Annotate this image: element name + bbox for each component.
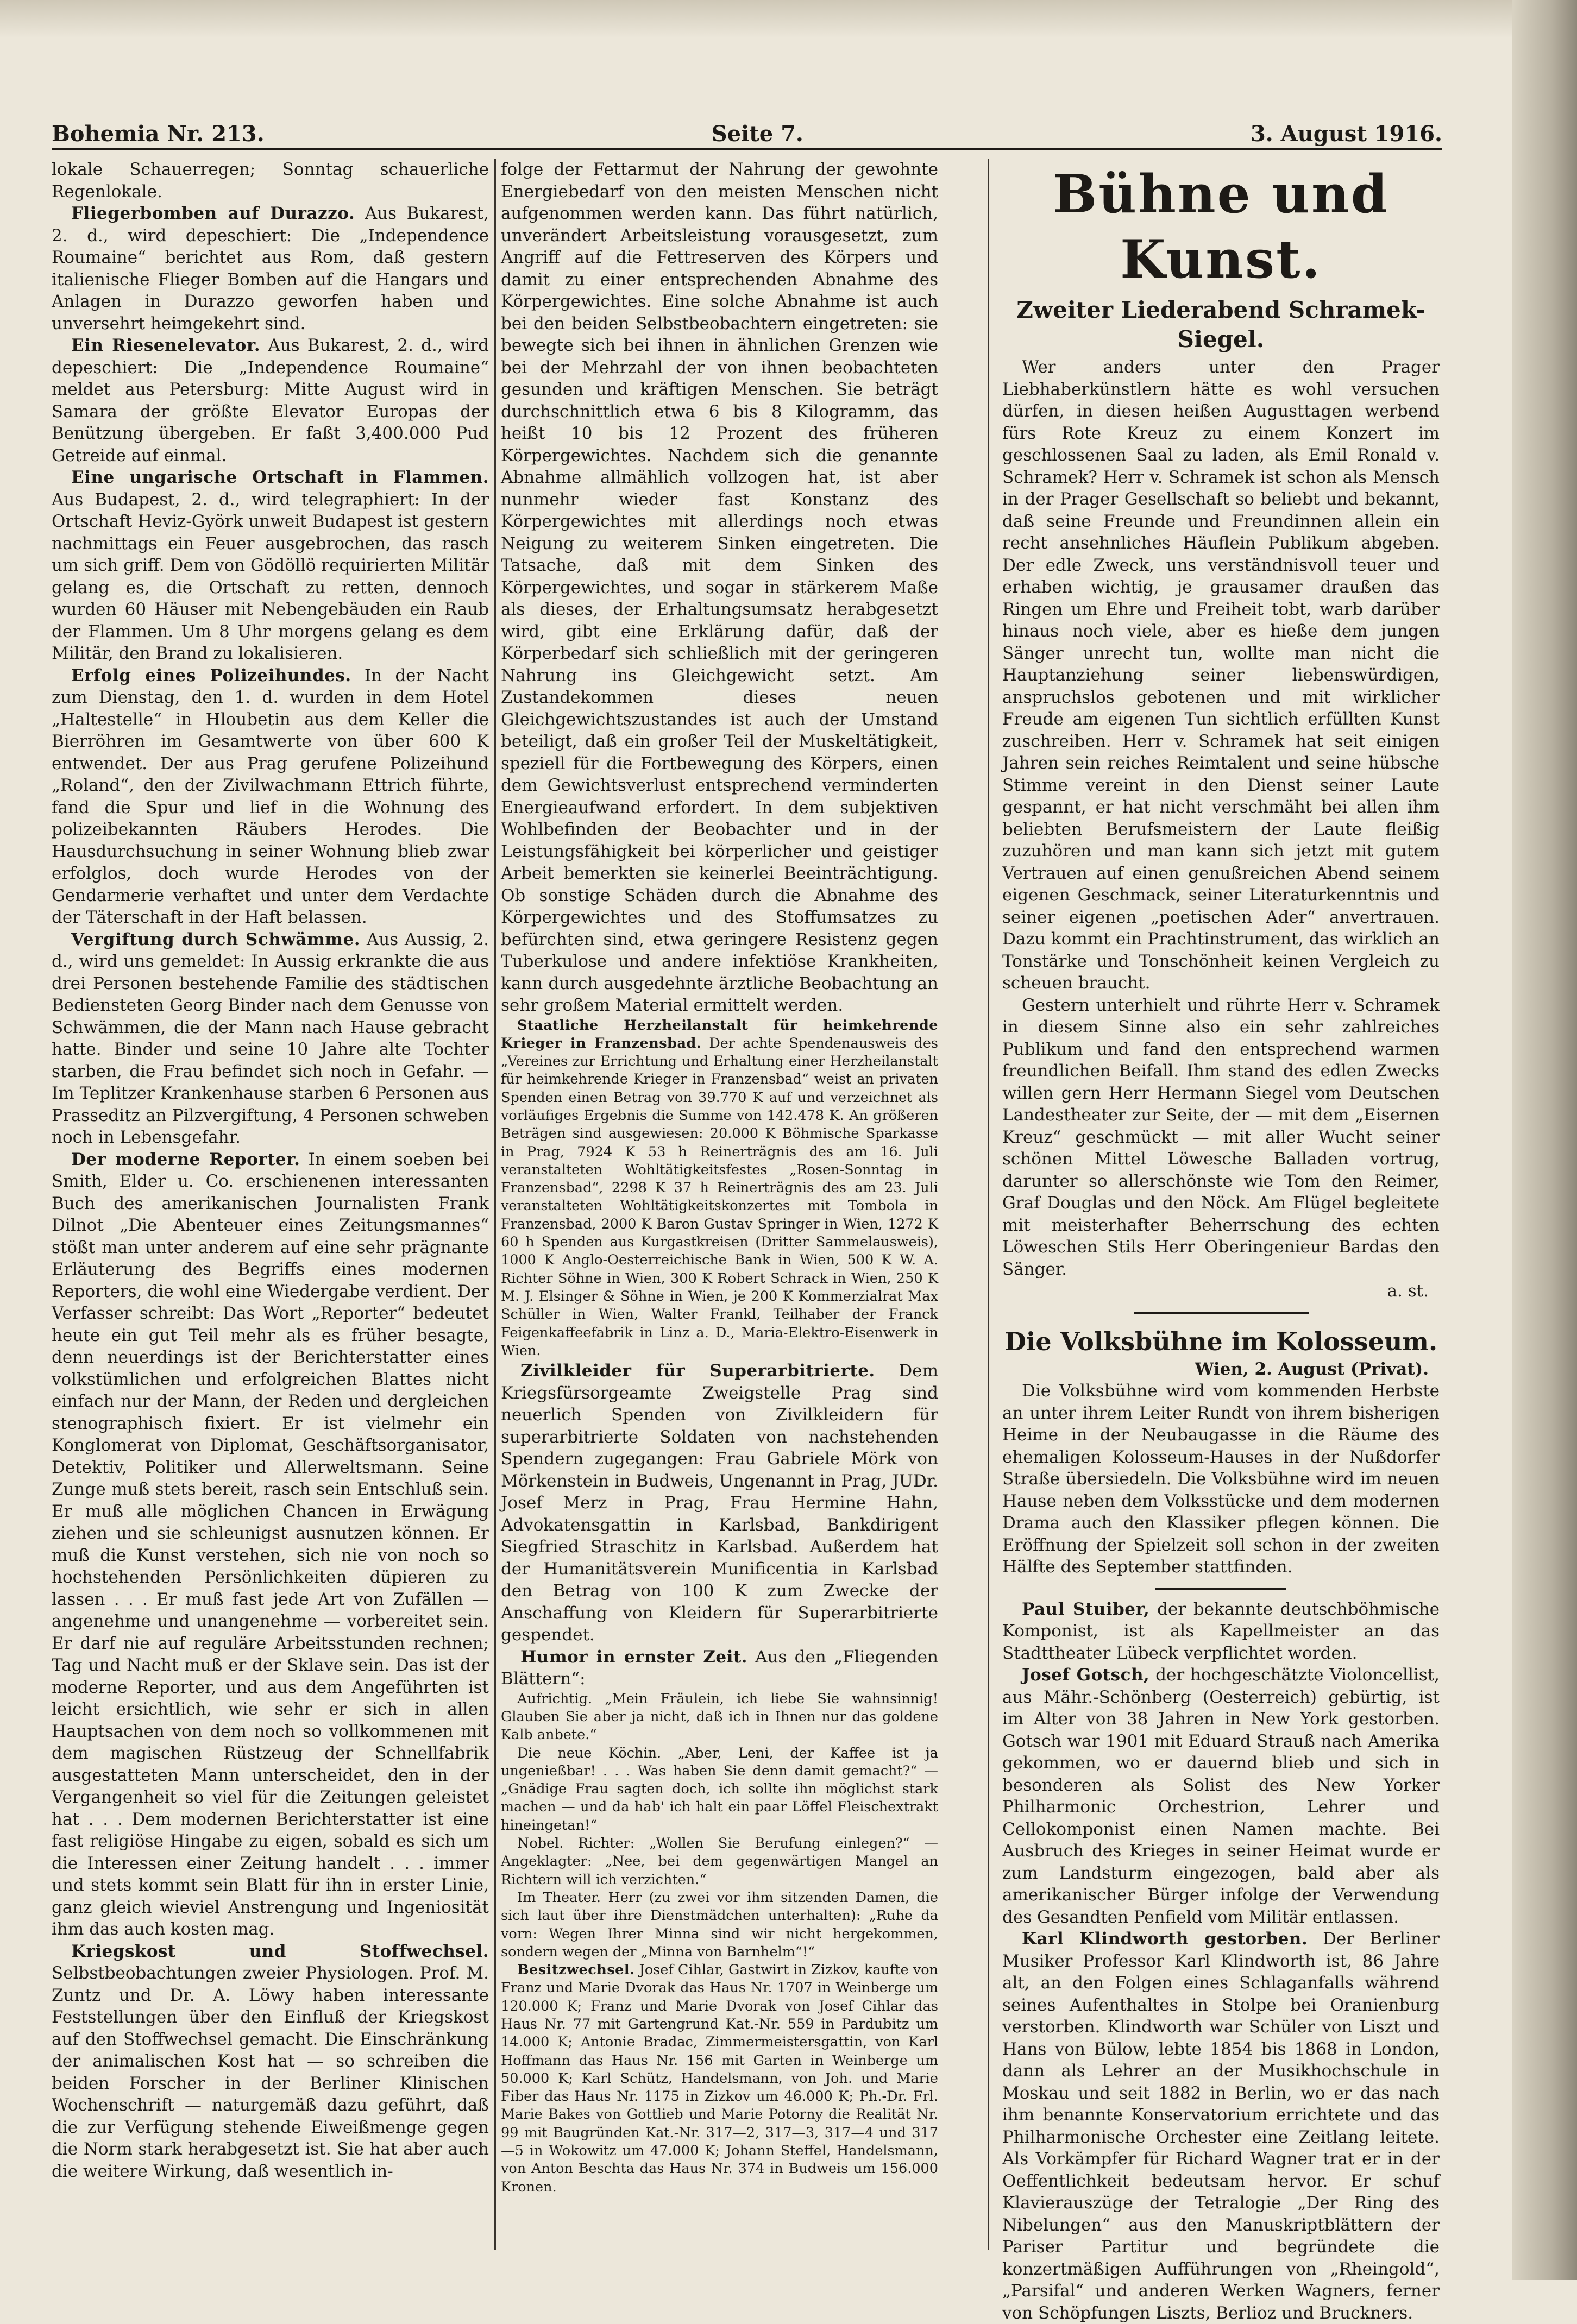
article-paragraph (1002, 1928, 1440, 2324)
paragraph-text: In der Nacht zum Dienstag, den 1. d. wurden in dem Hotel „Haltestelle“ in Hloubetin aus dem Keller die Bierröhren im Gesamtwerte von über 600 K entwendet. Der aus Prag gerufene Polizeihund „Roland“, den der Zivilwachmann Ettrich führte, fand die Spur und lief in die Wohnung des polizeibekannten Räubers Herodes. Die Hausdurchsuchung in seiner Wohnung blieb zwar erfolglos, doch wurde Herodes von der Gendarmerie verhaftet und unter dem Verdachte der Täterschaft in der Haft belassen. (52, 665, 489, 927)
article-heading: Karl Klindworth gestorben. (1022, 1929, 1308, 1949)
paragraph-text: Die Volksbühne wird vom kommenden Herbste an unter ihrem Leiter Rundt von ihrem bisherigen Heime in der Neubaugasse in die Räume des ehemaligen Kolosseum-Hauses in der Nußdorfer Straße übersiedeln. Die Volksbühne wird im neuen Hause neben dem Volksstücke und dem modernen Drama auch den Klassiker pflegen können. Die Eröffnung der Spielzeit soll schon in der zweiten Hälfte des September stattfinden. (1002, 1381, 1440, 1577)
paragraph-text: Aus den „Fliegenden Blättern“: (501, 1647, 939, 1689)
article-heading: Besitzwechsel. (517, 1962, 635, 1979)
article-paragraph (1002, 1598, 1440, 1665)
paragraph-text: Josef Cihlar, Gastwirt in Zizkov, kaufte von Franz und Marie Dvorak das Haus Nr. 1707 in Weinberge um 120.000 K; Franz und Marie Dvorak von Josef Cihlar das Haus Nr. 77 mit Gartengrund Kat.-Nr. 559 in Pardubitz um 14.000 K; Antonie Bradac, Zimmermeistersgattin, von Karl Hoffmann das Haus Nr. 156 mit Garten in Weinberge um 50.000 K; Karl Schütz, Handelsmann, von Joh. und Marie Fiber das Haus Nr. 1175 in Zizkov um 46.000 K; Ph.-Dr. Frl. Marie Bakes von Gottlieb und Marie Potorny die Realität Nr. 99 mit Baugründen Kat.-Nr. 317—2, 317—3, 317—4 und 317—5 in Wokowitz um 47.000 K; Johann Steffel, Handelsmann, von Anton Beschta das Haus Nr. 374 in Budweis um 156.000 Kronen. (501, 1962, 938, 2195)
column-2 (501, 159, 938, 2250)
article-heading: Vergiftung durch Schwämme. (71, 929, 361, 949)
article-heading: Zivilkleider für Superarbitrierte. (520, 1361, 875, 1381)
article-paragraph (52, 1941, 489, 2183)
page-edge (1512, 0, 1577, 2280)
joke-paragraph (501, 1744, 938, 1835)
article-paragraph (52, 203, 489, 335)
section-title: Bühne und Kunst. (1053, 163, 1389, 290)
article-heading: Paul Stuiber, (1022, 1599, 1150, 1619)
dateline: Wien, 2. August (Privat). (1195, 1359, 1429, 1379)
paragraph-text: Aufrichtig. „Mein Fräulein, ich liebe Sie wahnsinnig! Glauben Sie aber ja nicht, daß ich in Ihnen nur das goldene Kalb anbete.“ (501, 1690, 938, 1743)
article-title: Die Volksbühne im Kolosseum. (1004, 1326, 1437, 1356)
article-paragraph (52, 335, 489, 467)
article-heading: Der moderne Reporter. (71, 1149, 300, 1169)
article-paragraph (501, 159, 938, 1017)
article-heading: Staatliche Herzheilanstalt für heimkehrende Krieger in Franzensbad. (501, 1017, 938, 1051)
article-paragraph (501, 1017, 938, 1361)
joke-paragraph (501, 1690, 938, 1744)
article-paragraph (52, 929, 489, 1149)
article-heading: Eine ungarische Ortschaft in Flammen. (71, 468, 489, 487)
header-rule (52, 148, 1442, 150)
column-rule (494, 159, 496, 2250)
small-print-block (501, 1017, 938, 1361)
header-paper-issue: Bohemia Nr. 213. (52, 121, 265, 147)
article-heading: Kriegskost und Stoffwechsel. (71, 1941, 489, 1961)
paragraph-text: Die neue Köchin. „Aber, Leni, der Kaffee ist ja ungenießbar! . . . Was haben Sie denn damit gemacht?“ — „Gnädige Frau sagten doch, ich sollte ihn möglichst stark machen — und da hab' ich halt ein paar Löffel Fleischextrakt hineingetan!“ (501, 1744, 938, 1834)
paragraph-text: folge der Fettarmut der Nahrung der gewohnte Energiebedarf von den meisten Menschen nicht aufgenommen werden kann. Das führt natürlich, unverändert Arbeitsleistung vorausgesetzt, zum Angriff auf die Fettreserven des Körpers und damit zu einer entsprechenden Abnahme des Körpergewichtes. Eine solche Abnahme ist auch bei den beiden Selbstbeobachtern eingetreten: sie bewegte sich bei ihnen in ähnlichen Grenzen wie bei der Mehrzahl der von ihnen beobachteten gesunden und kräftigen Menschen. Sie beträgt durchschnittlich etwa 6 bis 8 Kilogramm, das heißt 10 bis 12 Prozent des früheren Körpergewichtes. Nachdem sich die genannte Abnahme allmählich vollzogen hat, ist aber nunmehr wieder fast Konstanz des Körpergewichtes mit allerdings noch etwas Neigung zu weiterem Sinken eingetreten. Die Tatsache, daß mit dem Sinken des Körpergewichtes, und sogar in stärkerem Maße als dieses, der Erhaltungsumsatz herabgesetzt wird, gibt eine Erklärung dafür, daß der Körperbedarf sich schließlich mit der geringeren Nahrung ins Gleichgewicht setzt. Am Zustandekommen dieses neuen Gleichgewichtszustandes ist auch der Umstand beteiligt, daß ein großer Teil der Muskeltätigkeit, speziell für die Fortbewegung des Körpers, einen dem Gewichtsverlust entsprechend verminderten Energieaufwand erfordert. In dem subjektiven Wohlbefinden der Beobachter und in der Leistungsfähigkeit bei körperlicher und geistiger Arbeit bemerkten sie keinerlei Beeinträchtigung. Ob sonstige Schäden durch die Abnahme des Körpergewichtes und des Stoffumsatzes zu befürchten sind, etwa geringere Resistenz gegen Tuberkulose und andere infektiöse Krankheiten, kann durch ausgedehnte ärztliche Beobachtung an sehr großem Material ermittelt werden. (501, 160, 938, 1015)
article-paragraph (52, 159, 489, 203)
paragraph-text: Der Berliner Musiker Professor Karl Klindworth ist, 86 Jahre alt, an den Folgen eines Schlaganfalls während seines Aufenthaltes in Stolpe bei Oranienburg verstorben. Klindworth war Schüler von Liszt und Hans von Bülow, lebte 1854 bis 1868 in London, dann als Lehrer an der Musikhochschule in Moskau und seit 1882 in Berlin, wo er das nach ihm benannte Konservatorium errichtete und das Philharmonische Orchester eine Zeitlang leitete. Als Vorkämpfer für Richard Wagner trat er in der Oeffentlichkeit bedeutsam hervor. Er schuf Klavierauszüge der Tetralogie „Der Ring des Nibelungen“ aus den Manuskriptblättern der Pariser Partitur und begründete die konzertmäßigen Aufführungen von „Rheingold“, „Parsifal“ und anderen Werken Wagners, ferner von Schöpfungen Liszts, Berlioz und Bruckners. (1002, 1929, 1440, 2323)
page-header (52, 109, 1442, 147)
paragraph-text: In einem soeben bei Smith, Elder u. Co. erschienenen interessanten Buch des amerikanischen Journalisten Frank Dilnot „Die Abenteuer eines Zeitungsmannes“ stößt man unter anderem auf eine sehr prägnante Erläuterung des Begriffs eines modernen Reporters, die wohl eine Wiedergabe verdient. Der Verfasser schreibt: Das Wort „Reporter“ bedeutet heute ein gut Teil mehr als es früher besagte, denn neuerdings ist der Berichterstatter eines volkstümlichen und erfolgreichen Blattes nicht einfach nur der Mann, der Reden und dergleichen stenographisch fixiert. Er ist vielmehr ein Konglomerat von Diplomat, Geschäftsorganisator, Detektiv, Politiker und Allerweltsmann. Seine Zunge muß stets bereit, rasch sein Entschluß sein. Er muß alle möglichen Chancen in Erwägung ziehen und sie schleunigst ausnutzen können. Er muß die Kunst verstehen, sich nie von noch so hochstehenden Persönlichkeiten düpieren zu lassen . . . Er muß fast jede Art von Zufällen — angenehme und unangenehme — vorbereitet sein. Er darf nie auf reguläre Arbeitsstunden rechnen; Tag und Nacht muß er der Sklave sein. Das ist der moderne Reporter, und aus dem Angeführten ist leicht ersichtlich, wie sehr er sich in allen Hauptsachen von dem noch so vollkommenen mit dem magischen Rüstzeug der Schnellfabrik ausgestatteten Mann unterscheidet, den in der Vergangenheit so viel für die Zeitungen geleistet hat . . . Dem modernen Berichterstatter ist eine fast religiöse Hingabe zu eigen, sobald es sich um die Interessen einer Zeitung handelt . . . immer und stets kommt sein Blatt für ihn in erster Linie, ganz gleich wieviel Anstrengung und Ingeniosität ihm das auch kosten mag. (52, 1149, 489, 1939)
article-heading: Josef Gotsch, (1022, 1665, 1150, 1685)
scan-shadow (0, 0, 1577, 38)
article-heading: Humor in ernster Zeit. (520, 1647, 747, 1667)
article-paragraph (501, 1360, 938, 1646)
article-heading: Erfolg eines Polizeihundes. (71, 665, 351, 685)
article-paragraph (501, 1646, 938, 1690)
paragraph-text: Gestern unterhielt und rührte Herr v. Schramek in diesem Sinne also ein sehr zahlreiches Publikum und fand den entsprechend warmen freundlichen Beifall. Ihm stand des edlen Zwecks willen gern Herr Hermann Siegel vom Deutschen Landestheater zur Seite, der — mit dem „Eisernen Kreuz“ geschmückt — mit aller Wucht seiner schönen Mittel Löwesche Balladen vortrug, darunter so allerschönste wie Tom den Reimer, Graf Douglas und den Nöck. Am Flügel begleitete mit meisterhafter Beherrschung des echten Löweschen Stils Herr Oberingenieur Bardas den Sänger. (1002, 995, 1440, 1279)
article-paragraph (1002, 994, 1440, 1281)
article-heading: Ein Riesenelevator. (71, 336, 261, 355)
header-date: 3. August 1916. (1250, 121, 1442, 147)
article-paragraph (52, 1149, 489, 1941)
paragraph-text: der hochgeschätzte Violoncellist, aus Mähr.-Schönberg (Oesterreich) gebürtig, ist im Alter von 38 Jahren in New York gestorben. Gotsch war 1901 mit Eduard Strauß nach Amerika gekommen, wo er dauernd blieb und sich in besonderen als Solist des New Yorker Philharmonic Orchestrion, Lehrer und Cellokomponist einen Namen machte. Bei Ausbruch des Krieges in seiner Heimat wurde er zum Landsturm eingezogen, bald aber als amerikanischer Bürger infolge der Verwendung des Gesandten Penfield vom Militär entlassen. (1002, 1665, 1440, 1927)
joke-paragraph (501, 1889, 938, 1961)
paragraph-text: lokale Schauerregen; Sonntag schauerliche Regenlokale. (52, 160, 489, 201)
article-divider (1155, 1588, 1287, 1590)
paragraph-text: Aus Aussig, 2. d., wird uns gemeldet: In Aussig erkrankte die aus drei Personen bestehende Familie des städtischen Bediensteten Georg Binder nach dem Genusse von Schwämmen, die der Mann nach Hause gebracht hatte. Binder und seine 10 Jahre alte Tochter starben, die Frau befindet sich noch in Gefahr. — Im Teplitzer Krankenhause starben 6 Personen aus Prasseditz an Pilzvergiftung, 4 Personen schweben noch in Lebensgefahr. (52, 929, 489, 1147)
article-paragraph (501, 1961, 938, 2196)
joke-paragraph (501, 1835, 938, 1889)
article-paragraph (52, 665, 489, 929)
article-title: Zweiter Liederabend Schramek-Siegel. (1016, 297, 1425, 352)
paragraph-text: Aus Budapest, 2. d., wird telegraphiert: In der Ortschaft Heviz-Györk unweit Budapest ist gestern nachmittags ein Feuer ausgebrochen, das rasch um sich griff. Dem von Gödöllö requirierten Militär gelang es, die Ortschaft zu retten, dennoch wurden 60 Häuser mit Nebengebäuden ein Raub der Flammen. Um 8 Uhr morgens gelang es dem Militär, den Brand zu lokalisieren. (52, 489, 489, 663)
paragraph-text: Dem Kriegsfürsorgeamte Zweigstelle Prag sind neuerlich Spenden von Zivilkleidern für superarbitrierte Soldaten von nachstehenden Spendern zugegangen: Frau Gabriele Mörk von Mörkenstein in Budweis, Ungenannt in Prag, JUDr. Josef Merz in Prag, Frau Hermine Hahn, Advokatensgattin in Karlsbad, Bankdirigent Siegfried Straschitz in Karlsbad. Außerdem hat der Humanitätsverein Munificentia in Karlsbad den Betrag von 100 K zum Zwecke der Anschaffung von Kleidern für Superarbitrierte gespendet. (501, 1361, 938, 1645)
paragraph-text: Wer anders unter den Prager Liebhaberkünstlern hätte es wohl versuchen dürfen, in diesen heißen Augusttagen werbend fürs Rote Kreuz zu einem Konzert im geschlossenen Saal zu laden, als Emil Ronald v. Schramek? Herr v. Schramek ist schon als Mensch in der Prager Gesellschaft so beliebt und bekannt, daß seine Freunde und Freundinnen allein ein recht ansehnliches Häuflein Publikum abgeben. Der edle Zweck, uns verständnisvoll teuer und erhaben wichtig, je grausamer draußen das Ringen um Ehre und Freiheit tobt, warb darüber hinaus noch viele, aber es hieße dem jungen Sänger unrecht tun, wollte man nicht die Hauptanziehung seiner liebenswürdigen, anspruchslos gebotenen und mit wirklicher Freude am eigenen Tun sichtlich erfüllten Kunst zuschreiben. Herr v. Schramek hat seit einigen Jahren sein reiches Reimtalent und seine hübsche Stimme vereint in den Dienst seiner Laute gespannt, er hat nicht verschmäht bei allen ihm beliebten Berufsmeistern der Laute fleißig zuzuhören und man kann sich jetzt mit gutem Vertrauen auf einen genußreichen Abend seinem eigenen Geschmack, seiner Literaturkenntnis und seiner eigenen „poetischen Ader“ anvertrauen. Dazu kommt ein Prachtinstrument, das wirklich an Tonstärke und Tonschönheit keinen Vergleich zu scheuen braucht. (1002, 357, 1440, 993)
author-signature: a. st. (1387, 1281, 1429, 1301)
article-paragraph (52, 467, 489, 665)
paragraph-text: Aus Bukarest, 2. d., wird depeschiert: Die „Independence Roumaine“ berichtet aus Rom, daß gestern italienische Flieger Bomben auf die Hangars und Anlagen in Durazzo geworfen haben und unversehrt heimgekehrt sind. (52, 204, 489, 333)
paragraph-text: Der achte Spendenausweis des „Vereines zur Errichtung und Erhaltung einer Herzheilanstalt für heimkehrende Krieger in Franzensbad“ weist an privaten Spenden einen Betrag von 39.770 K auf und verzeichnet als vorläufiges Ergebnis die Summe von 142.478 K. An größeren Beträgen sind ausgewiesen: 20.000 K Böhmische Sparkasse in Prag, 7924 K 53 h Reinerträgnis des am 16. Juli veranstalteten Wohltätigkeitsfestes „Rosen-Sonntag in Franzensbad“, 2298 K 37 h Reinerträgnis des am 23. Juli veranstalteten Wohltätigkeitskonzertes mit Tombola in Franzensbad, 2000 K Baron Gustav Springer in Wien, 1272 K 60 h Spenden aus Kurgastkreisen (Dritter Sammelausweis), 1000 K Anglo-Oesterreichische Bank in Wien, 500 K W. A. Richter Söhne in Wien, 300 K Robert Schrack in Wien, 250 K M. J. Elsinger & Söhne in Wien, je 200 K Kommerzialrat Max Schüller in Wien, Walter Frankl, Teilhaber der Franck Feigenkaffeefabrik in Linz a. D., Maria-Elektro-Eisenwerk in Wien. (501, 1035, 939, 1359)
header-page-number: Seite 7. (711, 121, 803, 147)
article-paragraph (1002, 1664, 1440, 1928)
paragraph-text: Selbstbeobachtungen zweier Physiologen. Prof. M. Zuntz und Dr. A. Löwy haben interessante Feststellungen über den Einfluß der Kriegskost auf den Stoffwechsel gemacht. Die Einschränkung der animalischen Kost hat — so schreiben die beiden Forscher in der Berliner Klinischen Wochenschrift — naturgemäß dazu geführt, daß die zur Verfügung stehende Eiweißmenge gegen die Norm stark herabgesetzt ist. Sie hat aber auch die weitere Wirkung, daß wesentlich in- (52, 1963, 489, 2181)
article-heading: Fliegerbomben auf Durazzo. (71, 204, 355, 223)
article-paragraph (1002, 356, 1440, 994)
column-1 (52, 159, 489, 2250)
article-paragraph (1002, 1380, 1440, 1578)
column-rule (988, 159, 989, 2250)
paragraph-text: Im Theater. Herr (zu zwei vor ihm sitzenden Damen, die sich laut über ihre Dienstmädchen unterhalten): „Ruhe da vorn: Wegen Ihrer Minna sind wir nicht hergekommen, sondern wegen der „Minna von Barnhelm“!“ (501, 1889, 938, 1960)
small-print-block (501, 1690, 938, 2196)
column-3 (1002, 159, 1440, 2323)
paragraph-text: Aus Bukarest, 2. d., wird depeschiert: Die „Independence Roumaine“ meldet aus Petersburg: Mitte August wird in Samara der größte Elevator Europas der Benützung übergeben. Er faßt 3,400.000 Pud Getreide auf einmal. (52, 336, 489, 465)
paragraph-text: Nobel. Richter: „Wollen Sie Berufung einlegen?“ — Angeklagter: „Nee, bei dem gegenwärtigen Mangel an Richtern will ich verzichten.“ (501, 1835, 938, 1888)
article-divider (1134, 1312, 1309, 1314)
paragraph-text: der bekannte deutschböhmische Komponist, ist als Kapellmeister an das Stadttheater Lübeck verpflichtet worden. (1002, 1599, 1440, 1663)
